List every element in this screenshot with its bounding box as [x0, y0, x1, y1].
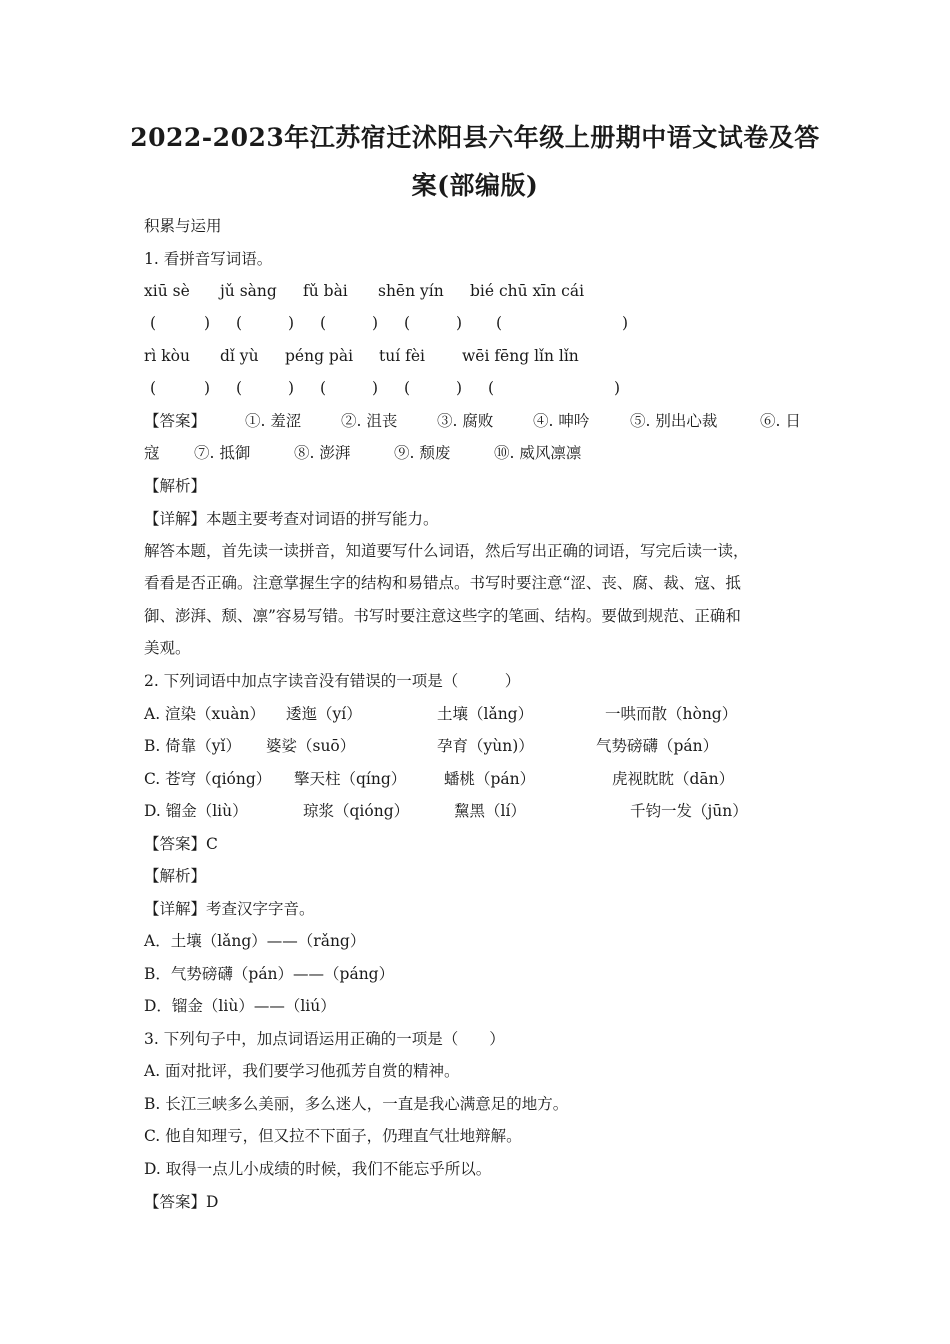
q2-option-d-4: 千钧一发（jūn） — [630, 802, 748, 820]
q2-option-c-3: 蟠桃（pán） — [444, 770, 536, 788]
q1-answer-2: ②. 沮丧 — [341, 412, 398, 430]
blank-open: ( — [236, 379, 243, 397]
blank-close: ) — [288, 314, 295, 332]
q1-answer-6a: ⑥. 日 — [760, 412, 801, 430]
q2-option-c-2: 擎天柱（qíng） — [294, 770, 407, 788]
blank-close: ) — [614, 379, 621, 397]
q1-explain-line-2: 看看是否正确。注意掌握生字的结构和易错点。书写时要注意“涩、丧、腐、裁、寇、抵 — [144, 574, 741, 592]
q1-pinyin-2: jǔ sàng — [220, 282, 277, 300]
document-title-line-2: 案(部编版) — [411, 171, 539, 200]
q2-stem: 2. 下列词语中加点字读音没有错误的一项是（ ） — [144, 672, 521, 690]
q1-explain-line-3: 御、澎湃、颓、凛”容易写错。书写时要注意这些字的笔画、结构。要做到规范、正确和 — [144, 607, 741, 625]
q2-answer: 【答案】C — [144, 835, 218, 853]
blank-open: ( — [150, 379, 157, 397]
blank-open: ( — [496, 314, 503, 332]
q1-answer-5: ⑤. 别出心裁 — [630, 412, 718, 430]
blank-close: ) — [456, 379, 463, 397]
q1-pinyin-10: wēi fēng lǐn lǐn — [462, 347, 579, 365]
q3-stem: 3. 下列句子中，加点词语运用正确的一项是（ ） — [144, 1030, 505, 1048]
q2-option-b-3: 孕育（yùn)） — [437, 737, 534, 755]
q1-answer-8: ⑧. 澎湃 — [294, 444, 351, 462]
q1-answer-label: 【答案】 — [144, 412, 207, 430]
blank-open: ( — [320, 314, 327, 332]
q1-answer-9: ⑨. 颓废 — [394, 444, 451, 462]
blank-close: ) — [372, 314, 379, 332]
q3-option-c: C. 他自知理亏，但又拉不下面子，仍理直气壮地辩解。 — [144, 1127, 522, 1145]
q1-pinyin-5: bié chū xīn cái — [470, 282, 585, 300]
q3-option-a: A. 面对批评，我们要学习他孤芳自赏的精神。 — [144, 1062, 460, 1080]
q1-pinyin-6: rì kòu — [144, 347, 191, 365]
q1-pinyin-9: tuí fèi — [379, 347, 425, 365]
q2-option-a-2: 逶迤（yí） — [286, 705, 362, 723]
q2-option-b-1: B. 倚靠（yǐ） — [144, 737, 241, 755]
blank-close: ) — [622, 314, 629, 332]
q2-option-a-1: A. 渲染（xuàn） — [144, 705, 265, 723]
q2-option-a-4: 一哄而散（hòng） — [605, 705, 738, 723]
blank-open: ( — [150, 314, 157, 332]
blank-open: ( — [320, 379, 327, 397]
q1-detail: 【详解】本题主要考查对词语的拼写能力。 — [144, 510, 439, 528]
blank-open: ( — [488, 379, 495, 397]
q3-option-d: D. 取得一点儿小成绩的时候，我们不能忘乎所以。 — [144, 1160, 492, 1178]
q1-pinyin-3: fǔ bài — [303, 282, 348, 300]
blank-open: ( — [404, 314, 411, 332]
document-title-line-1: 2022-2023年江苏宿迁沭阳县六年级上册期中语文试卷及答 — [130, 123, 820, 152]
q3-answer: 【答案】D — [144, 1193, 219, 1211]
q1-answer-3: ③. 腐败 — [437, 412, 494, 430]
q1-answer-7: ⑦. 抵御 — [194, 444, 251, 462]
q2-correction-a: A．土壤（lǎng）——（rǎng） — [144, 932, 366, 950]
q2-correction-b: B．气势磅礴（pán）——（páng） — [144, 965, 395, 983]
q2-option-d-1: D. 镏金（liù） — [144, 802, 248, 820]
blank-close: ) — [204, 314, 211, 332]
q1-explain-line-4: 美观。 — [144, 639, 191, 657]
blank-close: ) — [204, 379, 211, 397]
q1-answer-4: ④. 呻吟 — [533, 412, 590, 430]
q1-answer-6b: 寇 — [144, 444, 160, 462]
q1-answer-1: ①. 羞涩 — [245, 412, 302, 430]
q1-pinyin-7: dǐ yù — [220, 347, 259, 365]
q1-analysis-label: 【解析】 — [144, 477, 207, 495]
blank-close: ) — [372, 379, 379, 397]
q1-pinyin-8: péng pài — [285, 347, 354, 365]
q2-analysis-label: 【解析】 — [144, 867, 207, 885]
blank-close: ) — [456, 314, 463, 332]
q1-explain-line-1: 解答本题，首先读一读拼音，知道要写什么词语，然后写出正确的词语，写完后读一读， — [144, 542, 749, 560]
q2-correction-d: D．镏金（liù）——（liú） — [144, 997, 336, 1015]
q1-pinyin-1: xiū sè — [144, 282, 190, 300]
q2-option-c-4: 虎视眈眈（dān） — [612, 770, 735, 788]
section-heading: 积累与运用 — [144, 217, 222, 235]
q2-option-a-3: 土壤（lǎng） — [437, 705, 534, 723]
q2-option-c-1: C. 苍穹（qióng） — [144, 770, 272, 788]
q3-option-b: B. 长江三峡多么美丽，多么迷人，一直是我心满意足的地方。 — [144, 1095, 569, 1113]
q2-option-b-4: 气势磅礴（pán） — [596, 737, 719, 755]
q2-option-b-2: 婆娑（suō） — [266, 737, 356, 755]
blank-open: ( — [236, 314, 243, 332]
q1-stem: 1. 看拼音写词语。 — [144, 250, 273, 268]
q2-option-d-3: 黧黑（lí） — [454, 802, 526, 820]
blank-close: ) — [288, 379, 295, 397]
blank-open: ( — [404, 379, 411, 397]
q2-detail: 【详解】考查汉字字音。 — [144, 900, 315, 918]
q1-answer-10: ⑩. 威风凛凛 — [494, 444, 582, 462]
q1-pinyin-4: shēn yín — [378, 282, 444, 300]
q2-option-d-2: 琼浆（qióng） — [303, 802, 410, 820]
